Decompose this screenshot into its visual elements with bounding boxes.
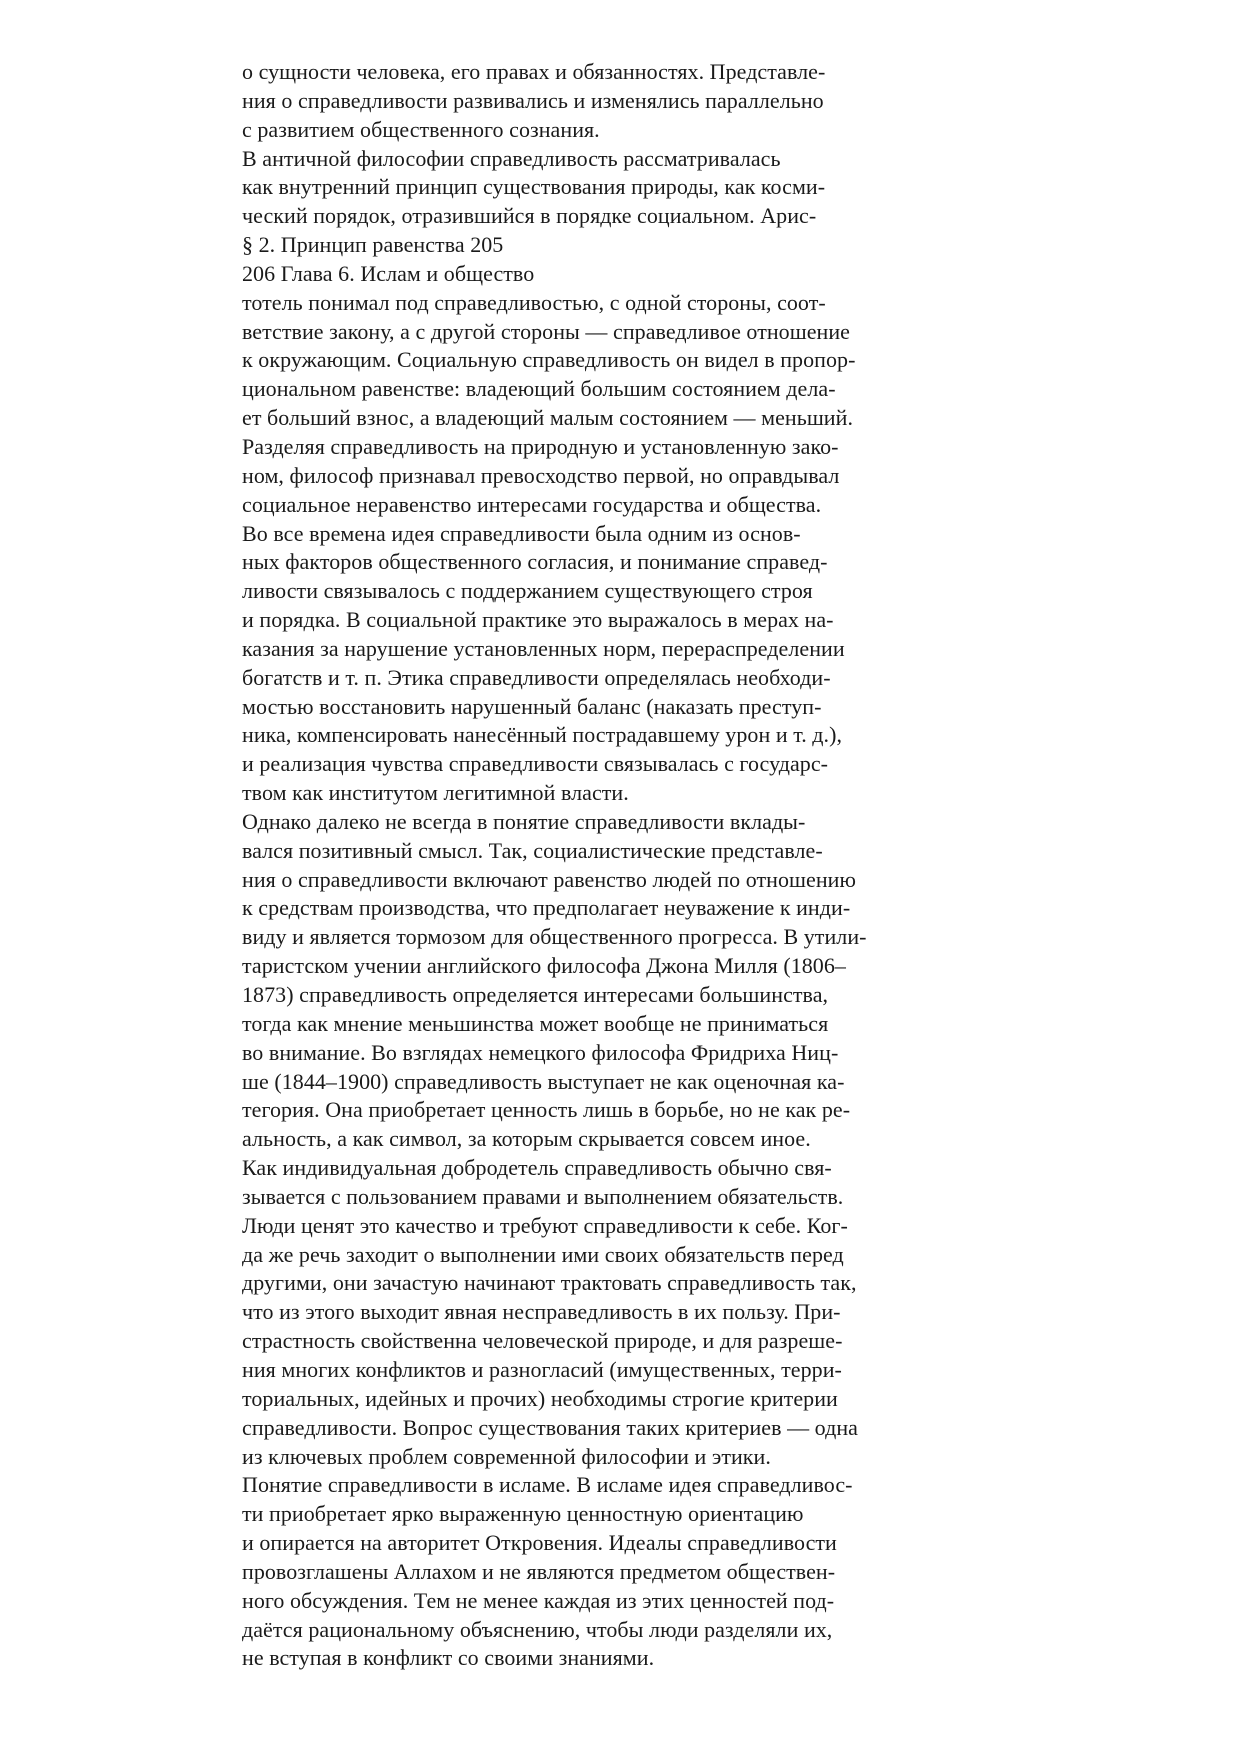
text-line: ше (1844–1900) справедливость выступает не как оценочная ка- bbox=[242, 1068, 845, 1094]
text-line: ти приобретает ярко выраженную ценностную ориентацию bbox=[242, 1501, 804, 1527]
text-line: да же речь заходит о выполнении ими своих обязательств перед bbox=[242, 1241, 844, 1267]
text-line: справедливости. Вопрос существования таких критериев — одна bbox=[242, 1414, 858, 1440]
text-line: § 2. Принцип равенства 205 bbox=[242, 232, 504, 258]
text-line: 1873) справедливость определяется интересами большинства, bbox=[242, 982, 829, 1007]
text-line: и порядка. В социальной практике это выражалось в мерах на- bbox=[242, 607, 834, 633]
text-line: во внимание. Во взглядах немецкого философа Фридриха Ниц- bbox=[242, 1039, 839, 1065]
text-line: о сущности человека, его правах и обязанностях. Представле- bbox=[242, 59, 826, 84]
text-line: таристском учении английского философа Джона Милля (1806– bbox=[242, 953, 846, 979]
text-line: ческий порядок, отразившийся в порядке социальном. Арис- bbox=[242, 203, 817, 229]
text-line: Разделяя справедливость на природную и установленную зако- bbox=[242, 433, 839, 459]
text-line: ет больший взнос, а владеющий малым состоянием — меньший. bbox=[242, 405, 854, 431]
text-line: мостью восстановить нарушенный баланс (наказать преступ- bbox=[242, 693, 822, 719]
text-line: ливости связывалось с поддержанием существующего строя bbox=[242, 578, 813, 604]
text-line: что из этого выходит явная несправедливость в их пользу. При- bbox=[242, 1299, 841, 1325]
text-line: ного обсуждения. Тем не менее каждая из этих ценностей под- bbox=[242, 1587, 835, 1613]
text-line: ника, компенсировать нанесённый пострадавшему урон и т. д.), bbox=[242, 722, 843, 748]
text-line: Во все времена идея справедливости была одним из основ- bbox=[242, 520, 801, 546]
text-line: к окружающим. Социальную справедливость он видел в пропор- bbox=[242, 347, 856, 373]
text-line: тегория. Она приобретает ценность лишь в борьбе, но не как ре- bbox=[242, 1097, 851, 1123]
text-line: и опирается на авторитет Откровения. Идеалы справедливости bbox=[242, 1530, 837, 1556]
text-line: страстность свойственна человеческой природе, и для разреше- bbox=[242, 1328, 843, 1354]
text-line: социальное неравенство интересами государства и общества. bbox=[242, 491, 822, 517]
text-line: Однако далеко не всегда в понятие справедливости вклады- bbox=[242, 808, 806, 834]
text-line: вался позитивный смысл. Так, социалистические представле- bbox=[242, 837, 823, 863]
text-line: альность, а как символ, за которым скрывается совсем иное. bbox=[242, 1126, 811, 1152]
text-line: казания за нарушение установленных норм, перераспределении bbox=[242, 635, 845, 661]
text-line: Как индивидуальная добродетель справедливость обычно свя- bbox=[242, 1155, 832, 1181]
text-line: богатств и т. п. Этика справедливости определялась необходи- bbox=[242, 664, 831, 690]
text-line: ния о справедливости развивались и изменялись параллельно bbox=[242, 87, 824, 113]
text-line: к средствам производства, что предполагает неуважение к инди- bbox=[242, 895, 851, 921]
text-line: циональном равенстве: владеющий большим состоянием дела- bbox=[242, 376, 836, 402]
text-line: тогда как мнение меньшинства может вообще не приниматься bbox=[242, 1010, 829, 1036]
text-line: твом как институтом легитимной власти. bbox=[242, 780, 629, 806]
text-line: зывается с пользованием правами и выполнением обязательств. bbox=[242, 1183, 844, 1209]
text-line: ных факторов общественного согласия, и понимание справед- bbox=[242, 549, 828, 575]
text-line: виду и является тормозом для общественного прогресса. В утили- bbox=[242, 924, 867, 950]
text-column bbox=[242, 58, 1002, 1673]
text-line: другими, они зачастую начинают трактовать справедливость так, bbox=[242, 1270, 857, 1296]
text-line: ториальных, идейных и прочих) необходимы строгие критерии bbox=[242, 1385, 838, 1411]
text-line: В античной философии справедливость рассматривалась bbox=[242, 145, 781, 171]
text-line: и реализация чувства справедливости связывалась с государс- bbox=[242, 751, 829, 777]
text-line: Понятие справедливости в исламе. В исламе идея справедливос- bbox=[242, 1472, 853, 1498]
text-line: не вступая в конфликт со своими знаниями. bbox=[242, 1645, 655, 1671]
text-line: Люди ценят это качество и требуют справедливости к себе. Ког- bbox=[242, 1212, 848, 1238]
text-line: с развитием общественного сознания. bbox=[242, 116, 600, 142]
text-line: ном, философ признавал превосходство первой, но оправдывал bbox=[242, 462, 840, 488]
text-line: провозглашены Аллахом и не являются предметом обществен- bbox=[242, 1558, 836, 1584]
text-line: 206 Глава 6. Ислам и общество bbox=[242, 260, 535, 286]
text-line: ния о справедливости включают равенство людей по отношению bbox=[242, 866, 856, 892]
text-line: из ключевых проблем современной философии и этики. bbox=[242, 1443, 771, 1469]
text-line: даётся рациональному объяснению, чтобы люди разделяли их, bbox=[242, 1616, 833, 1642]
text-line: тотель понимал под справедливостью, с одной стороны, соот- bbox=[242, 289, 826, 315]
text-line: ния многих конфликтов и разногласий (имущественных, терри- bbox=[242, 1356, 842, 1382]
text-line: ветствие закону, а с другой стороны — справедливое отношение bbox=[242, 318, 850, 344]
text-line: как внутренний принцип существования природы, как косми- bbox=[242, 174, 826, 200]
